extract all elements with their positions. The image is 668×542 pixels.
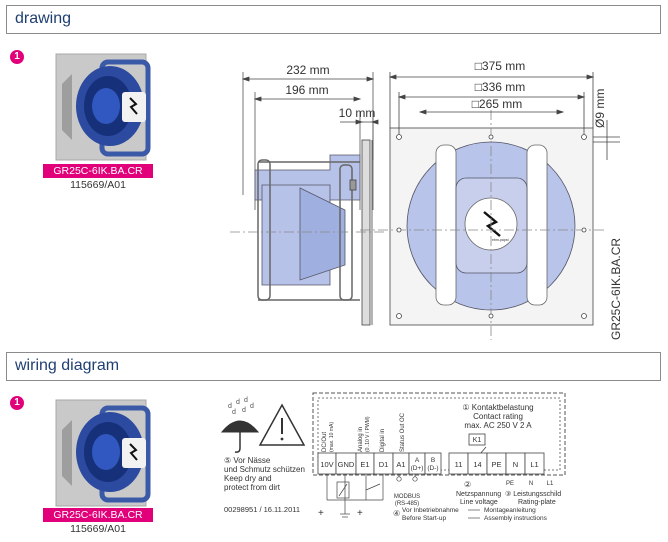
netz-en: Line voltage (460, 499, 498, 506)
terminal-n (506, 453, 525, 474)
assembly-de: Montageanleitung (484, 507, 536, 514)
warn-de2: und Schmutz schützen (224, 465, 305, 474)
pe-label: PE (505, 481, 515, 487)
part-number: 115669/A01 (70, 179, 126, 191)
before-en: Before Start-up (402, 515, 447, 522)
item-badge: 1 (10, 396, 24, 410)
terminal-b (425, 453, 441, 474)
svg-text:ebm-papst: ebm-papst (492, 238, 509, 242)
terminal-d1 (374, 453, 393, 474)
modbus-label-2: (RS-485) (394, 501, 420, 507)
contact-rating-max: max. AC 250 V 2 A (464, 421, 532, 430)
terminal-label: L1 (530, 460, 539, 469)
terminal-label: PE (491, 460, 502, 469)
vlabel-dcout: DC/Out (322, 431, 328, 452)
dim-9: Ø9 mm (593, 88, 607, 128)
terminal-gnd (336, 453, 356, 474)
terminal-label: E1 (360, 460, 370, 469)
section-title: drawing (15, 10, 72, 27)
netz-de: Netzspannung (456, 491, 502, 498)
front-view (360, 110, 605, 340)
terminal-label: (D+) (410, 465, 424, 472)
contact-rating-de: ① Kontaktbelastung (462, 403, 534, 412)
vlabel-dcout-b: (max. 10 mA) (329, 421, 335, 452)
terminal-14 (468, 453, 487, 474)
terminal-label: N (512, 460, 519, 469)
svg-text:+: + (357, 508, 363, 519)
drawing-side-label: GR25C-6IK.BA.CR (609, 237, 623, 340)
terminal-10v (318, 453, 336, 474)
terminal-label: (D-) (427, 465, 439, 472)
vlabel-digital: Digital in (380, 428, 386, 452)
dim-265: □265 mm (471, 97, 523, 111)
netz-num: ② (464, 480, 472, 489)
svg-text:d: d (250, 403, 254, 410)
warning-icon (260, 405, 304, 445)
svg-text:d: d (228, 403, 232, 410)
terminal-label: 11 (454, 460, 463, 469)
terminal-label: 14 (473, 460, 482, 469)
terminal-e1 (356, 453, 374, 474)
doc-ref: 00298951 / 16.11.2011 (224, 505, 301, 514)
terminal-label: 10V (320, 460, 334, 469)
svg-text:d: d (232, 409, 236, 416)
warn-en2: protect from dirt (224, 483, 281, 492)
terminal-row (318, 453, 544, 474)
terminal-label: D1 (378, 460, 389, 469)
terminal-label: GND (337, 460, 355, 469)
vlabel-analog: Analog in (358, 426, 364, 452)
assembly-en: Assembly instructions (484, 515, 547, 522)
terminal-label: B (430, 457, 436, 464)
circ-4: ④ (393, 509, 401, 518)
before-de: Vor Inbetriebnahme (402, 507, 459, 514)
warn-de: ⑤ Vor Nässe (224, 456, 271, 465)
terminal-label: A1 (396, 460, 406, 469)
dim-10: 10 mm (338, 106, 376, 120)
section-title: wiring diagram (15, 357, 120, 374)
terminal-l1 (525, 453, 544, 474)
wiring-diagram (0, 380, 668, 542)
dim-375: □375 mm (474, 59, 526, 73)
vlabel-analog-b: (0..10 V / PWM) (365, 416, 371, 452)
dim-336: □336 mm (474, 80, 526, 94)
model-label: GR25C-6IK.BA.CR (43, 508, 153, 522)
svg-text:d: d (242, 407, 246, 414)
svg-text:d: d (236, 399, 240, 406)
section-header-wiring (6, 352, 661, 381)
terminal-pe (487, 453, 506, 474)
modbus-label: MODBUS (393, 494, 421, 500)
rating-en: Rating-plate (518, 499, 556, 506)
part-number: 115669/A01 (70, 523, 126, 535)
svg-text:+: + (318, 508, 324, 519)
l1-label: L1 (546, 481, 554, 487)
dim-232: 232 mm (286, 63, 330, 77)
terminal-a1 (393, 453, 409, 474)
vlabel-status: Status Out OC (400, 412, 406, 452)
n-label: N (528, 481, 534, 487)
terminal-a (409, 453, 425, 474)
umbrella-icon (222, 397, 258, 452)
model-label: GR25C-6IK.BA.CR (43, 164, 153, 178)
item-badge: 1 (10, 50, 24, 64)
warn-en: Keep dry and (224, 474, 272, 483)
contact-rating-en: Contact rating (473, 412, 523, 421)
dim-196: 196 mm (285, 83, 329, 97)
terminal-label: A (414, 457, 420, 464)
rating-de: ③ Leistungsschild (505, 491, 562, 498)
terminal-11 (449, 453, 468, 474)
relay-k1: K1 (472, 437, 482, 444)
svg-text:d: d (244, 397, 248, 404)
